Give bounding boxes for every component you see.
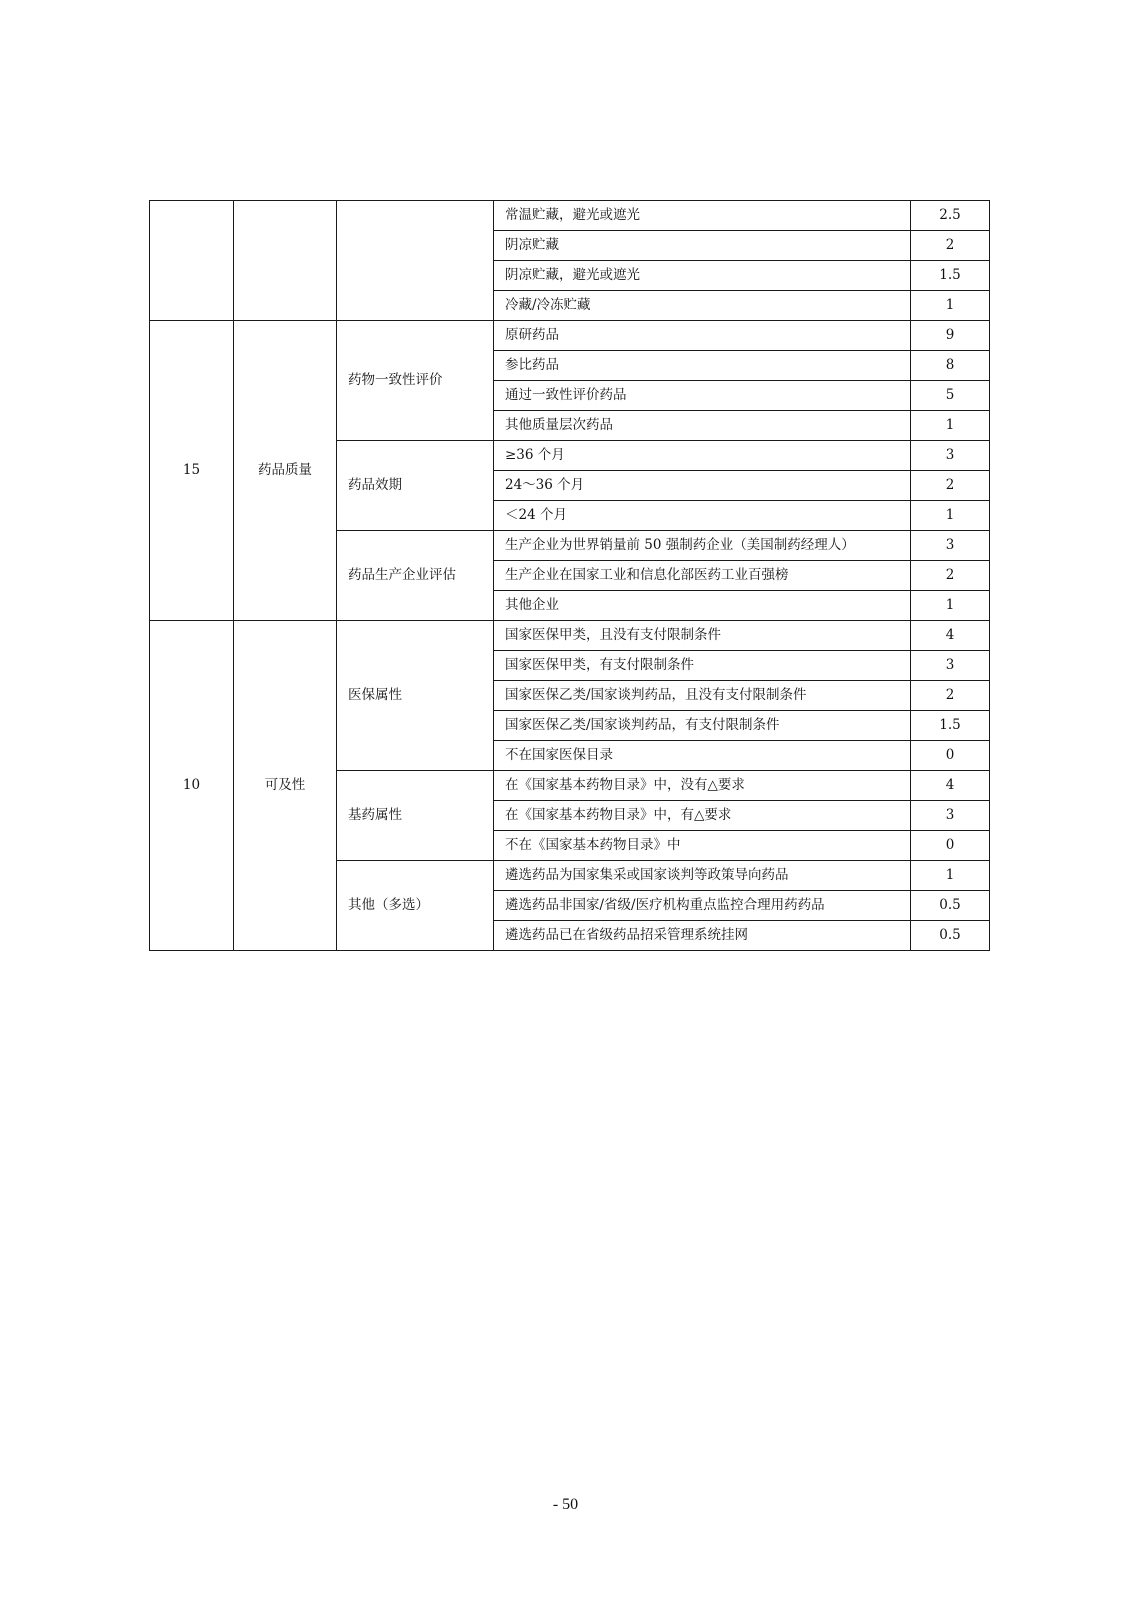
score-cell: 2 — [911, 231, 990, 261]
item-cell: 遴选药品非国家/省级/医疗机构重点监控合理用药药品 — [494, 891, 911, 921]
subcategory-cell: 其他（多选） — [337, 861, 494, 951]
item-cell: ≥36 个月 — [494, 441, 911, 471]
table-row — [150, 201, 990, 231]
score-cell: 1 — [911, 291, 990, 321]
item-cell: 原研药品 — [494, 321, 911, 351]
item-cell: 国家医保甲类，有支付限制条件 — [494, 651, 911, 681]
score-cell: 0.5 — [911, 921, 990, 951]
score-cell: 3 — [911, 531, 990, 561]
weight-cell — [150, 201, 234, 321]
page-number: - 50 — [552, 1496, 579, 1513]
score-cell: 4 — [911, 771, 990, 801]
item-cell: ＜24 个月 — [494, 501, 911, 531]
score-cell: 2 — [911, 561, 990, 591]
score-cell: 1.5 — [911, 711, 990, 741]
score-cell: 0 — [911, 831, 990, 861]
item-cell: 在《国家基本药物目录》中，没有△要求 — [494, 771, 911, 801]
score-cell: 8 — [911, 351, 990, 381]
item-cell: 生产企业在国家工业和信息化部医药工业百强榜 — [494, 561, 911, 591]
subcategory-cell: 基药属性 — [337, 771, 494, 861]
item-cell: 冷藏/冷冻贮藏 — [494, 291, 911, 321]
score-cell: 2 — [911, 471, 990, 501]
item-cell: 参比药品 — [494, 351, 911, 381]
score-cell: 1 — [911, 411, 990, 441]
item-cell: 遴选药品已在省级药品招采管理系统挂网 — [494, 921, 911, 951]
score-cell: 9 — [911, 321, 990, 351]
score-cell: 1.5 — [911, 261, 990, 291]
category-cell: 可及性 — [234, 621, 337, 951]
item-cell: 常温贮藏，避光或遮光 — [494, 201, 911, 231]
scoring-table — [149, 200, 990, 951]
table-row — [150, 621, 990, 651]
score-cell: 0.5 — [911, 891, 990, 921]
score-cell: 5 — [911, 381, 990, 411]
score-cell: 3 — [911, 651, 990, 681]
score-cell: 3 — [911, 441, 990, 471]
score-cell: 0 — [911, 741, 990, 771]
weight-cell: 10 — [150, 621, 234, 951]
score-cell: 2 — [911, 681, 990, 711]
item-cell: 其他质量层次药品 — [494, 411, 911, 441]
item-cell: 国家医保乙类/国家谈判药品，有支付限制条件 — [494, 711, 911, 741]
item-cell: 遴选药品为国家集采或国家谈判等政策导向药品 — [494, 861, 911, 891]
subcategory-cell: 药物一致性评价 — [337, 321, 494, 441]
subcategory-cell — [337, 201, 494, 321]
item-cell: 在《国家基本药物目录》中，有△要求 — [494, 801, 911, 831]
item-cell: 阴凉贮藏 — [494, 231, 911, 261]
item-cell: 通过一致性评价药品 — [494, 381, 911, 411]
subcategory-cell: 药品效期 — [337, 441, 494, 531]
category-cell — [234, 201, 337, 321]
item-cell: 其他企业 — [494, 591, 911, 621]
item-cell: 国家医保甲类，且没有支付限制条件 — [494, 621, 911, 651]
score-cell: 1 — [911, 501, 990, 531]
score-cell: 1 — [911, 861, 990, 891]
item-cell: 不在国家医保目录 — [494, 741, 911, 771]
weight-cell: 15 — [150, 321, 234, 621]
subcategory-cell: 药品生产企业评估 — [337, 531, 494, 621]
score-cell: 3 — [911, 801, 990, 831]
category-cell: 药品质量 — [234, 321, 337, 621]
item-cell: 阴凉贮藏，避光或遮光 — [494, 261, 911, 291]
table-row — [150, 321, 990, 351]
item-cell: 24～36 个月 — [494, 471, 911, 501]
subcategory-cell: 医保属性 — [337, 621, 494, 771]
score-cell: 1 — [911, 591, 990, 621]
score-cell: 4 — [911, 621, 990, 651]
item-cell: 国家医保乙类/国家谈判药品，且没有支付限制条件 — [494, 681, 911, 711]
item-cell: 生产企业为世界销量前 50 强制药企业（美国制药经理人） — [494, 531, 911, 561]
score-cell: 2.5 — [911, 201, 990, 231]
item-cell: 不在《国家基本药物目录》中 — [494, 831, 911, 861]
